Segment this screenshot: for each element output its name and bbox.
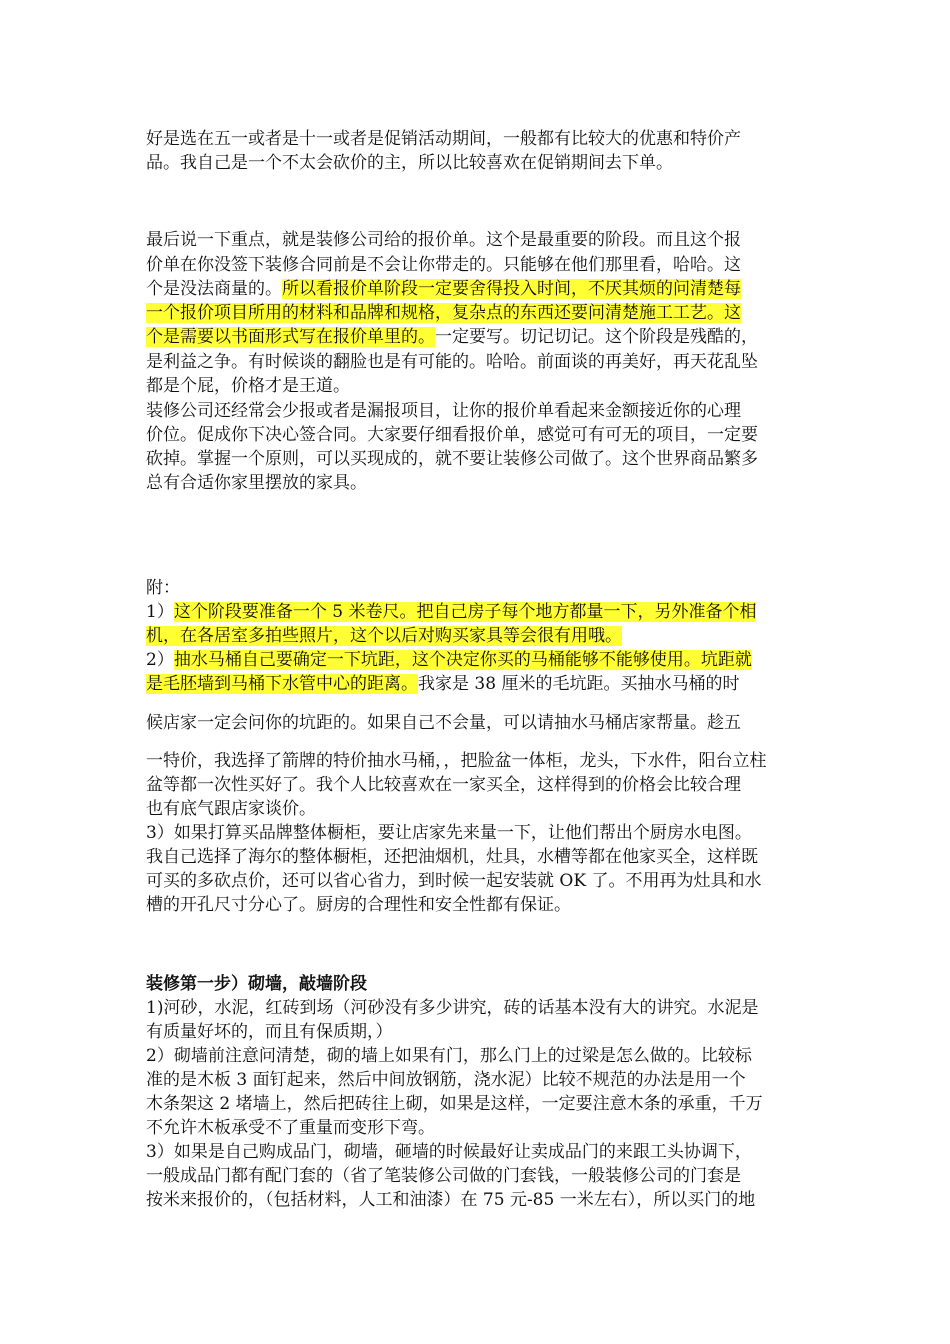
text-line bbox=[146, 821, 752, 845]
text-segment: 砍掉。掌握一个原则，可以买现成的，就不要让装修公司做了。这个世界商品繁多 bbox=[146, 449, 758, 469]
text-line bbox=[146, 672, 739, 696]
text-segment: 1） bbox=[146, 602, 174, 622]
text-segment: 准的是木板 3 面钉起来，然后中间放钢筋，浇水泥）比较不规范的办法是用一个 bbox=[146, 1070, 746, 1090]
text-segment: 2）砌墙前注意问清楚，砌的墙上如果有门，那么门上的过梁是怎么做的。比较标 bbox=[146, 1046, 752, 1066]
highlighted-text: 所以看报价单阶段一定要舍得投入时间，不厌其烦的问清楚每 bbox=[282, 279, 741, 299]
highlighted-text: 一个报价项目所用的材料和品牌和规格，复杂点的东西还要问清楚施工工艺。这 bbox=[146, 303, 741, 323]
text-segment: 一定要写。切记切记。这个阶段是残酷的， bbox=[435, 327, 758, 347]
text-line bbox=[146, 325, 758, 349]
text-line bbox=[146, 127, 741, 151]
text-segment: 3）如果打算买品牌整体橱柜，要让店家先来量一下，让他们帮出个厨房水电图。 bbox=[146, 823, 752, 843]
text-line bbox=[146, 1020, 393, 1044]
text-segment: 最后说一下重点，就是装修公司给的报价单。这个是最重要的阶段。而且这个报 bbox=[146, 230, 741, 250]
text-line bbox=[146, 151, 673, 175]
text-line bbox=[146, 845, 758, 869]
text-segment: 槽的开孔尺寸分心了。厨房的合理性和安全性都有保证。 bbox=[146, 895, 571, 915]
section-heading bbox=[146, 972, 367, 996]
highlighted-text: 是毛胚墙到马桶下水管中心的距离。 bbox=[146, 674, 418, 694]
text-line bbox=[146, 893, 571, 917]
text-segment: 总有合适你家里摆放的家具。 bbox=[146, 473, 367, 493]
text-segment: 一般成品门都有配门套的（省了笔装修公司做的门套钱，一般装修公司的门套是 bbox=[146, 1166, 741, 1186]
text-segment: 3）如果是自己购成品门，砌墙，砸墙的时候最好让卖成品门的来跟工头协调下， bbox=[146, 1142, 752, 1162]
text-line bbox=[146, 1068, 746, 1092]
text-line bbox=[146, 471, 367, 495]
text-line bbox=[146, 374, 350, 398]
text-segment: 一特价，我选择了箭牌的特价抽水马桶，，把脸盆一体柜，龙头，下水件，阳台立柱 bbox=[146, 751, 767, 771]
highlighted-text: 这个阶段要准备一个 5 米卷尺。把自己房子每个地方都量一下，另外准备个相 bbox=[173, 602, 757, 622]
text-segment: 装修第一步）砌墙，敲墙阶段 bbox=[146, 974, 367, 994]
text-line bbox=[146, 1140, 752, 1164]
text-line bbox=[146, 423, 758, 447]
text-segment: 价单在你没签下装修合同前是不会让你带走的。只能够在他们那里看，哈哈。这 bbox=[146, 255, 741, 275]
text-segment: 是利益之争。有时候谈的翻脸也是有可能的。哈哈。前面谈的再美好，再天花乱坠 bbox=[146, 352, 758, 372]
text-line bbox=[146, 773, 741, 797]
text-line bbox=[146, 648, 752, 672]
text-segment: 我自己选择了海尔的整体橱柜，还把油烟机，灶具，水槽等都在他家买全，这样既 bbox=[146, 847, 758, 867]
text-segment: 2） bbox=[146, 650, 174, 670]
text-line bbox=[146, 869, 761, 893]
highlighted-text: 个是需要以书面形式写在报价单里的。 bbox=[146, 327, 435, 347]
text-segment: 好是选在五一或者是十一或者是促销活动期间，一般都有比较大的优惠和特价产 bbox=[146, 129, 741, 149]
text-line bbox=[146, 1116, 435, 1140]
text-line bbox=[146, 1164, 741, 1188]
text-segment: 不允许木板承受不了重量而变形下弯。 bbox=[146, 1118, 435, 1138]
text-segment: 盆等都一次性买好了。我个人比较喜欢在一家买全，这样得到的价格会比较合理 bbox=[146, 775, 741, 795]
text-line bbox=[146, 228, 741, 252]
text-line bbox=[146, 1092, 763, 1116]
text-line bbox=[146, 749, 767, 773]
text-line bbox=[146, 1188, 755, 1212]
text-line bbox=[146, 600, 756, 624]
text-line bbox=[146, 711, 741, 735]
text-segment: 有质量好坏的，而且有保质期，） bbox=[146, 1022, 393, 1042]
text-segment: 我家是 38 厘米的毛坑距。买抽水马桶的时 bbox=[418, 674, 740, 694]
text-segment: 价位。促成你下决心签合同。大家要仔细看报价单，感觉可有可无的项目，一定要 bbox=[146, 425, 758, 445]
text-segment: 都是个屁，价格才是王道。 bbox=[146, 376, 350, 396]
text-line bbox=[146, 447, 758, 471]
text-line bbox=[146, 301, 741, 325]
text-line bbox=[146, 277, 741, 301]
text-segment: 个是没法商量的。 bbox=[146, 279, 282, 299]
text-line bbox=[146, 253, 741, 277]
text-line bbox=[146, 624, 622, 648]
text-segment: 按米来报价的，（包括材料，人工和油漆）在 75 元-85 一米左右），所以买门的地 bbox=[146, 1190, 756, 1210]
text-line bbox=[146, 399, 741, 423]
text-line bbox=[146, 996, 758, 1020]
text-segment: 也有底气跟店家谈价。 bbox=[146, 799, 316, 819]
highlighted-text: 抽水马桶自己要确定一下坑距，这个决定你买的马桶能够不能够使用。坑距就 bbox=[173, 650, 752, 670]
text-segment: 候店家一定会问你的坑距的。如果自己不会量，可以请抽水马桶店家帮量。趁五 bbox=[146, 713, 741, 733]
text-segment: 1)河砂，水泥，红砖到场（河砂没有多少讲究，砖的话基本没有大的讲究。水泥是 bbox=[146, 998, 759, 1018]
text-segment: 装修公司还经常会少报或者是漏报项目，让你的报价单看起来金额接近你的心理 bbox=[146, 401, 741, 421]
text-segment: 品。我自己是一个不太会砍价的主，所以比较喜欢在促销期间去下单。 bbox=[146, 153, 673, 173]
highlighted-text: 机，在各居室多拍些照片，这个以后对购买家具等会很有用哦。 bbox=[146, 626, 622, 646]
text-segment: 木条架这 2 堵墙上，然后把砖往上砌，如果是这样，一定要注意木条的承重，千万 bbox=[146, 1094, 763, 1114]
text-segment: 可买的多砍点价，还可以省心省力，到时候一起安装就 OK 了。不用再为灶具和水 bbox=[146, 871, 762, 891]
text-line bbox=[146, 350, 758, 374]
text-line bbox=[146, 1044, 752, 1068]
text-line bbox=[146, 797, 316, 821]
text-line bbox=[146, 576, 180, 600]
text-segment: 附： bbox=[146, 578, 180, 598]
